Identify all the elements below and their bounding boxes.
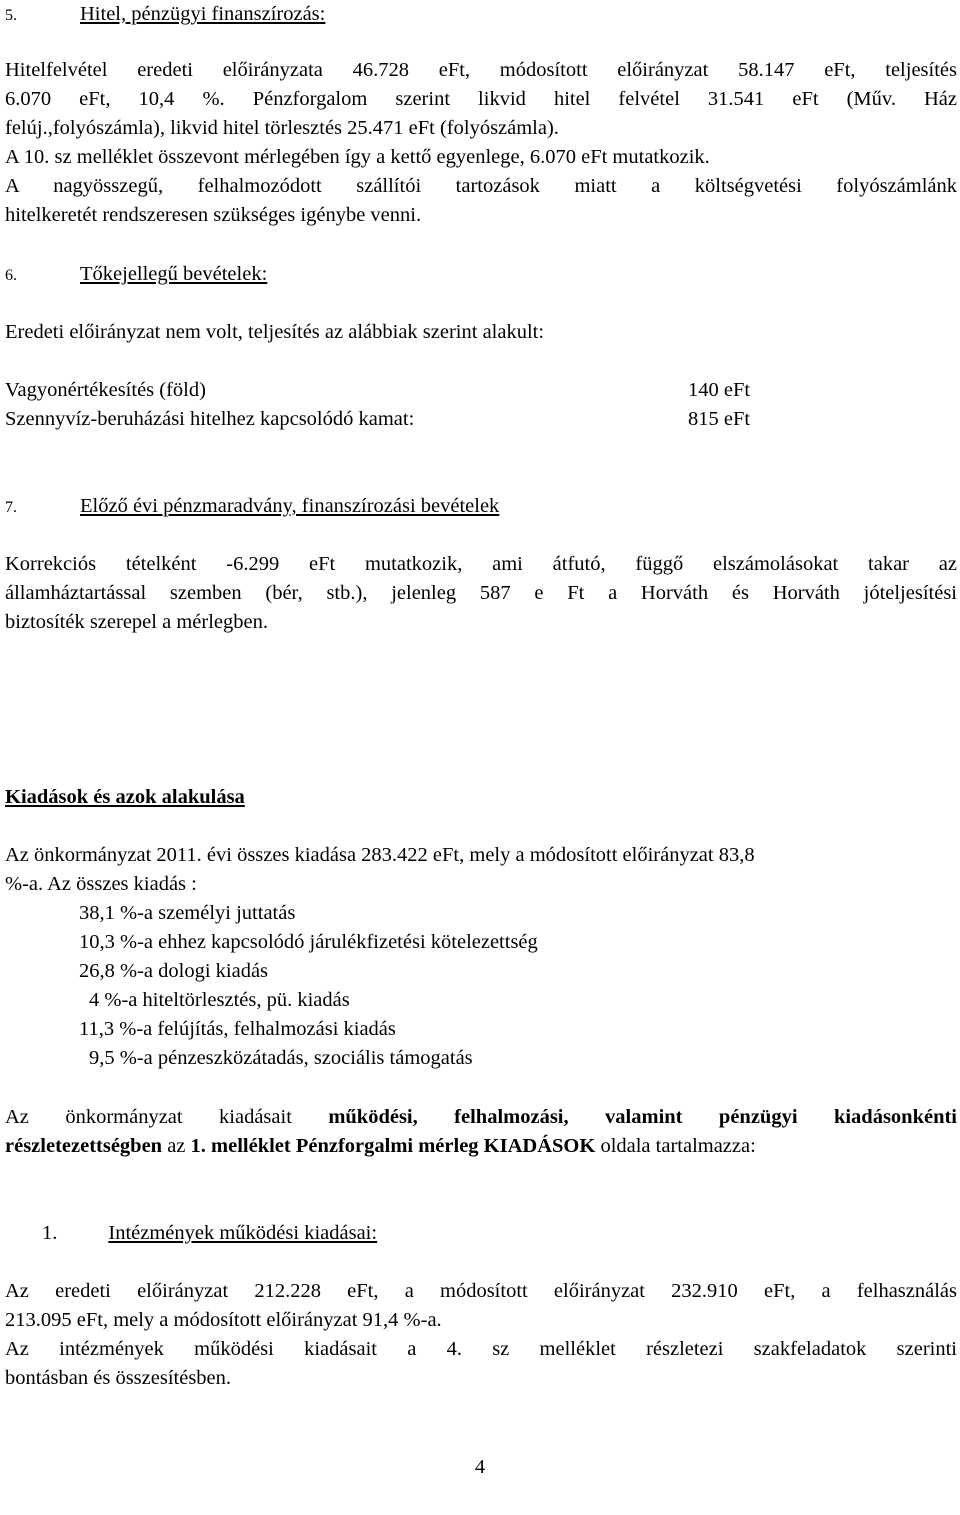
section-title: Előző évi pénzmaradvány, finanszírozási bevételek [80,495,500,517]
paragraph-line: államháztartással szemben (bér, stb.), jelenleg 587 e Ft a Horváth és Horváth jóteljesítési [5,582,957,604]
revenue-value: 815 eFt [688,408,751,430]
paragraph-line: 6.070 eFt, 10,4 %. Pénzforgalom szerint likvid hitel felvétel 31.541 eFt (Műv. Ház [5,88,957,110]
text-run: Az önkormányzat kiadásait [5,1106,292,1128]
paragraph-line [5,1132,957,1161]
paragraph-line: Az önkormányzat 2011. évi összes kiadása 283.422 eFt, mely a módosított előirányzat 83,8 [5,844,755,866]
expenses-heading [5,783,957,812]
bold-text-run: 1. melléklet Pénzforgalmi mérleg KIADÁSOK [190,1135,596,1157]
revenue-value: 140 eFt [688,379,751,401]
section-7-heading: 7. Előző évi pénzmaradvány, finanszírozási bevételek [5,495,500,517]
text-run: oldala tartalmazza: [600,1135,756,1157]
paragraph-line: Hitelfelvétel eredeti előirányzata 46.728 eFt, módosított előirányzat 58.147 eFt, teljesítés [5,59,957,81]
section-6-heading: 6. Tőkejellegű bevételek: [5,263,268,285]
paragraph-line: hitelkeretét rendszeresen szükséges igénybe venni. [5,204,422,226]
paragraph-line: A nagyösszegű, felhalmozódott szállítói tartozások miatt a költségvetési folyószámlánk [5,175,957,197]
bold-text-run: működési, felhalmozási, valamint pénzügyi kiadásonkénti [328,1106,958,1128]
paragraph-line: Az eredeti előirányzat 212.228 eFt, a módosított előirányzat 232.910 eFt, a felhasználás [5,1280,957,1302]
subsection-1-heading [5,1219,957,1248]
paragraph-line: felúj.,folyószámla), likvid hitel törlesztés 25.471 eFt (folyószámla). [5,117,559,139]
page-number: 4 [474,1456,486,1478]
paragraph-line: biztosíték szerepel a mérlegben. [5,611,268,633]
expense-item: 9,5 %-a pénzeszközátadás, szociális támogatás [89,1047,473,1069]
expense-item: 4 %-a hiteltörlesztés, pü. kiadás [89,989,350,1011]
section-title: Hitel, pénzügyi finanszírozás: [80,3,326,25]
revenue-label: Szennyvíz-beruházási hitelhez kapcsolódó kamat: [5,408,415,430]
expense-item: 38,1 %-a személyi juttatás [79,902,296,924]
expense-item: 11,3 %-a felújítás, felhalmozási kiadás [79,1018,396,1040]
expense-item: 26,8 %-a dologi kiadás [79,960,269,982]
paragraph-line: Az intézmények működési kiadásait a 4. sz melléklet részletezi szakfeladatok szerinti [5,1338,957,1360]
expense-item: 10,3 %-a ehhez kapcsolódó járulékfizetési kötelezettség [79,931,538,953]
paragraph-line: Eredeti előirányzat nem volt, teljesítés az alábbiak szerint alakult: [5,321,545,343]
section-number: 1. [42,1222,58,1244]
text-run: az [167,1135,186,1157]
section-title: Intézmények működési kiadásai: [108,1222,378,1244]
revenue-label: Vagyonértékesítés (föld) [5,379,206,401]
paragraph-line: %-a. Az összes kiadás : [5,873,197,895]
section-title: Tőkejellegű bevételek: [80,263,268,285]
paragraph-line: 213.095 eFt, mely a módosított előirányzat 91,4 %-a. [5,1309,442,1331]
section-5-heading: 5. Hitel, pénzügyi finanszírozás: [5,3,326,25]
bold-text-run: részletezettségben [5,1135,163,1157]
paragraph-line: bontásban és összesítésben. [5,1367,232,1389]
expenses-title: Kiadások és azok alakulása [5,786,245,808]
paragraph-line: A 10. sz melléklet összevont mérlegében így a kettő egyenlege, 6.070 eFt mutatkozik. [5,146,710,168]
paragraph-line [5,1103,957,1132]
paragraph-line: Korrekciós tételként -6.299 eFt mutatkozik, ami átfutó, függő elszámolásokat takar az [5,553,957,575]
